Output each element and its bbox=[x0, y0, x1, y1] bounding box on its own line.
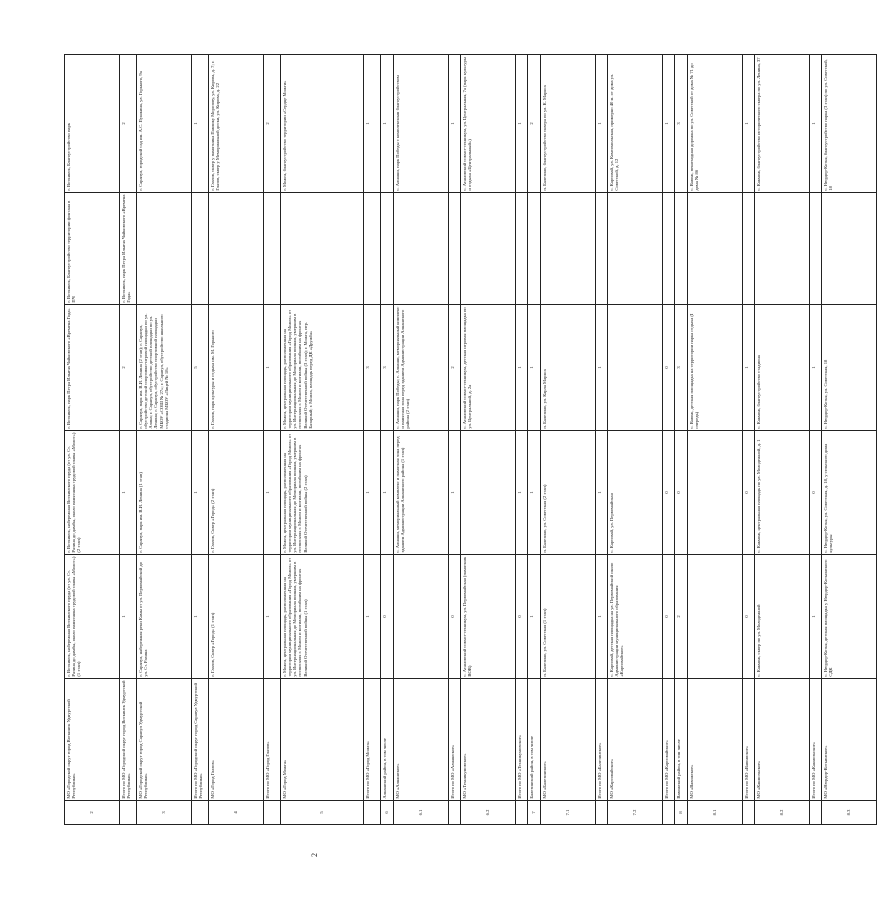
municipality-cell: Итого по МО «Карсовайское» bbox=[663, 679, 675, 801]
municipality-cell: Итого по МО «Городской округ город Сарапул Удмуртской Республики» bbox=[192, 679, 209, 801]
row-number-cell: 8.3 bbox=[822, 801, 877, 825]
row-number-cell: 6.1 bbox=[394, 801, 449, 825]
year-col-3-cell: с. Вавож, детская площадка на территории парка отдыха (I очередь) bbox=[688, 305, 743, 431]
year-col-4-cell bbox=[743, 193, 755, 305]
year-col-3-cell: г. Глазов, парк культуры и отдыха им. М. Горького bbox=[209, 305, 264, 431]
table-row bbox=[743, 55, 755, 825]
year-col-5-cell: 2 bbox=[120, 55, 137, 193]
year-col-1-cell bbox=[394, 555, 449, 679]
table-row bbox=[528, 55, 541, 825]
row-number-cell: 6.2 bbox=[461, 801, 516, 825]
year-col-2-cell: с. Нюрдор-Котья, ул. Советская, д. 18, у сельского дома культуры bbox=[822, 431, 877, 555]
year-col-1-cell: г. Воткинск, набережная Воткинского пруда (от ул. Ст. Разина до дамбы, около памятника трудовой славы «Молот») (1 этап) bbox=[65, 555, 120, 679]
row-number-cell: 8 bbox=[675, 801, 688, 825]
year-col-2-cell: 1 bbox=[120, 431, 137, 555]
year-col-1-cell: 1 bbox=[120, 555, 137, 679]
table-row bbox=[810, 55, 822, 825]
year-col-1-cell: 1 bbox=[596, 555, 608, 679]
year-col-1-cell: п. Балезино, ул. Советская (1 этап) bbox=[541, 555, 596, 679]
year-col-4-cell bbox=[192, 193, 209, 305]
row-number-cell bbox=[120, 801, 137, 825]
year-col-5-cell: с. Карсовай, ул. Комсомольская, примерно 40 м. от дома ул. Советской, д. 12 bbox=[608, 55, 663, 193]
municipality-cell: Итого по МО «Городской округ город Воткинск Удмуртской Республики» bbox=[120, 679, 137, 801]
year-col-3-cell: 1 bbox=[596, 305, 608, 431]
table-row bbox=[394, 55, 449, 825]
municipality-cell: МО «Балезинское» bbox=[541, 679, 596, 801]
year-col-2-cell: 1 bbox=[516, 431, 528, 555]
table-row bbox=[209, 55, 264, 825]
year-col-5-cell: 1 bbox=[743, 55, 755, 193]
year-col-1-cell: 0 bbox=[663, 555, 675, 679]
year-col-3-cell: п. Балезино, ул. Карла Маркса bbox=[541, 305, 596, 431]
year-col-3-cell: 5 bbox=[192, 305, 209, 431]
municipality-cell: МО «Городской округ город Сарапул Удмуртской Республики» bbox=[137, 679, 192, 801]
row-number-cell: 7.1 bbox=[541, 801, 596, 825]
year-col-4-cell bbox=[663, 193, 675, 305]
row-number-cell: 2 bbox=[65, 801, 120, 825]
year-col-4-cell bbox=[394, 193, 449, 305]
year-col-5-cell: п. Балезино, благоустройство сквера по ул. К. Маркса bbox=[541, 55, 596, 193]
year-col-3-cell: 2 bbox=[120, 305, 137, 431]
municipality-cell: МО «Какмозьское» bbox=[755, 679, 810, 801]
year-col-4-cell bbox=[281, 193, 364, 305]
year-col-4-cell bbox=[822, 193, 877, 305]
year-col-4-cell bbox=[596, 193, 608, 305]
row-number-cell bbox=[810, 801, 822, 825]
row-number-cell: 7.2 bbox=[608, 801, 663, 825]
year-col-1-cell: 1 bbox=[364, 555, 381, 679]
year-col-5-cell: с. Асановский совхоз-техникум, ул. Центральная, 7а (парк культуры и отдыха «Центральный») bbox=[461, 55, 516, 193]
year-col-3-cell: г. Можга, центральная площадь, расположенная на территории муниципального образования «Город Можга» от ул. Интернациональная до Мемориала воинам, умершим в госпиталях г. Можги и могилам, погибшим на фронтах Великой Отечественной войны (3 этап); г. Можга, пер. Базарный; г. Можга, площадь перед ДК «Дружба» bbox=[281, 305, 364, 431]
year-col-3-cell: с. Алнаши, парк Победы; с. Алнаши, мемориальный комплекс и памятная зона перед зданием Администрации Алнашского района (2 этап) bbox=[394, 305, 449, 431]
year-col-3-cell: г. Воткинск, парк Петра Ильича Чайковского «Времена Года» bbox=[65, 305, 120, 431]
municipality-cell: МО «Нюрдор-Котьинское» bbox=[822, 679, 877, 801]
year-col-1-cell: 0 bbox=[449, 555, 461, 679]
row-number-cell bbox=[516, 801, 528, 825]
table-row bbox=[381, 55, 394, 825]
year-col-5-cell: 1 bbox=[192, 55, 209, 193]
row-number-cell: 8.1 bbox=[688, 801, 743, 825]
year-col-2-cell bbox=[461, 431, 516, 555]
year-col-4-cell bbox=[209, 193, 264, 305]
year-col-5-cell: 2 bbox=[528, 55, 541, 193]
year-col-5-cell: г. Сарапул, городской сад им. А.С. Пушкина, ул. Горького, 9а bbox=[137, 55, 192, 193]
year-col-5-cell: 1 bbox=[596, 55, 608, 193]
year-col-4-cell bbox=[675, 193, 688, 305]
year-col-1-cell: 1 bbox=[192, 555, 209, 679]
row-number-cell: 6 bbox=[381, 801, 394, 825]
municipality-cell: Итого по МО «Техникумовское» bbox=[516, 679, 528, 801]
municipality-cell: МО «Карсовайское» bbox=[608, 679, 663, 801]
year-col-1-cell bbox=[688, 555, 743, 679]
year-col-2-cell: с. Карсовай, ул. Первомайская bbox=[608, 431, 663, 555]
municipality-cell: МО «Город Глазов» bbox=[209, 679, 264, 801]
year-col-5-cell: 1 bbox=[810, 55, 822, 193]
year-col-3-cell: 0 bbox=[663, 305, 675, 431]
year-col-3-cell: 3 bbox=[364, 305, 381, 431]
table-row bbox=[755, 55, 810, 825]
year-col-2-cell: 0 bbox=[743, 431, 755, 555]
table-row bbox=[449, 55, 461, 825]
year-col-2-cell: с. Алнаши, мемориальный комплекс и памятная зона перед зданием Администрации Алнашского района (1 этап) bbox=[394, 431, 449, 555]
year-col-5-cell: 3 bbox=[675, 55, 688, 193]
year-col-4-cell bbox=[755, 193, 810, 305]
municipality-cell: Итого по МО «Город Можга» bbox=[364, 679, 381, 801]
table-row bbox=[65, 55, 120, 825]
year-col-3-cell: 1 bbox=[810, 305, 822, 431]
year-col-4-cell bbox=[810, 193, 822, 305]
year-col-2-cell bbox=[688, 431, 743, 555]
row-number-cell: 4 bbox=[209, 801, 264, 825]
year-col-5-cell: г. Можга, благоустройство территории «Сердце Можги» bbox=[281, 55, 364, 193]
row-number-cell bbox=[449, 801, 461, 825]
year-col-3-cell bbox=[608, 305, 663, 431]
year-col-2-cell: 1 bbox=[381, 431, 394, 555]
year-col-5-cell: 1 bbox=[663, 55, 675, 193]
municipality-cell: МО «Город Можга» bbox=[281, 679, 364, 801]
row-number-cell: 3 bbox=[137, 801, 192, 825]
year-col-3-cell: г. Сарапул, парк им. В.И. Ленина (2 этап); г. Сарапул, обустройство детской спортивно-игровой площадки по ул. Азина; г. Сарапул, обустройство детской площадки по ул. Ленина; г. Сарапул, обустройство спортивной площадки МБОУ «СОШ № 27»; г. Сарапул, обустройство школьного стадиона МБОУ «Лицей № 18» bbox=[137, 305, 192, 431]
year-col-3-cell: с. Асановский совхоз-техникум, детская игровая площадка по ул. Центральной, д. 2а bbox=[461, 305, 516, 431]
year-col-1-cell: с. Какмож, сквер по ул. Молодежной bbox=[755, 555, 810, 679]
municipality-cell: МО «Алнашское» bbox=[394, 679, 449, 801]
year-col-2-cell: 1 bbox=[596, 431, 608, 555]
year-col-1-cell: 0 bbox=[381, 555, 394, 679]
municipality-cell: Итого по МО «Какмозьское» bbox=[810, 679, 822, 801]
row-number-cell bbox=[596, 801, 608, 825]
year-col-3-cell: с. Какмож, благоустройство стадиона bbox=[755, 305, 810, 431]
year-col-4-cell bbox=[264, 193, 281, 305]
table-row bbox=[675, 55, 688, 825]
year-col-5-cell: г. Глазов, сквер у памятника Павлику Морозову, ул. Кирова, д. 7; г. Глазов, сквер у Мемориальной доски, ул. Кирова, д. 22 bbox=[209, 55, 264, 193]
municipality-cell: Итого по МО «Алнашское» bbox=[449, 679, 461, 801]
year-col-4-cell bbox=[381, 193, 394, 305]
year-col-1-cell: с. Асановский совхоз-техникум, ул. Первомайская (памятник ВОВ) bbox=[461, 555, 516, 679]
year-col-2-cell: г. Можга, центральная площадь, расположенная на территории муниципального образования «Город Можга» от ул. Интернациональная до Мемориала воинам, умершим в госпиталях г. Можги и могилам, погибшим на фронтах Великой Отечественной войны (2 этап) bbox=[281, 431, 364, 555]
page-number: 2 bbox=[310, 853, 319, 857]
municipality-cell: Итого по МО «Балезинское» bbox=[596, 679, 608, 801]
year-col-2-cell: г. Глазов, Сквер «Город» (2 этап) bbox=[209, 431, 264, 555]
year-col-5-cell: 1 bbox=[364, 55, 381, 193]
row-number-cell bbox=[663, 801, 675, 825]
municipality-cell: Итого по МО «Город Глазов» bbox=[264, 679, 281, 801]
table-row bbox=[264, 55, 281, 825]
municipality-cell: МО «Вавожское» bbox=[688, 679, 743, 801]
table-row bbox=[137, 55, 192, 825]
year-col-2-cell: 1 bbox=[449, 431, 461, 555]
document-table-container bbox=[64, 55, 852, 825]
year-col-4-cell bbox=[541, 193, 596, 305]
year-col-1-cell: 1 bbox=[528, 555, 541, 679]
year-col-4-cell bbox=[461, 193, 516, 305]
year-col-2-cell: 0 bbox=[663, 431, 675, 555]
municipality-cell: МО «Техникумовское» bbox=[461, 679, 516, 801]
year-col-3-cell: 1 bbox=[264, 305, 281, 431]
row-number-cell bbox=[364, 801, 381, 825]
year-col-3-cell: 1 bbox=[743, 305, 755, 431]
year-col-3-cell: 3 bbox=[381, 305, 394, 431]
year-col-2-cell: 0 bbox=[810, 431, 822, 555]
table-row bbox=[364, 55, 381, 825]
table-row bbox=[516, 55, 528, 825]
year-col-2-cell: с. Какмож, центральная площадь по ул. Молодежной, д. 1 bbox=[755, 431, 810, 555]
year-col-5-cell: с. Алнаши, парк Победы с комплексным благоустройством bbox=[394, 55, 449, 193]
year-col-2-cell: г. Сарапул, парк им. В.И. Ленина (1 этап) bbox=[137, 431, 192, 555]
year-col-5-cell: с. Нюрдор-Котья, благоустройство парка (3 этап) по ул. Советской, 18 bbox=[822, 55, 877, 193]
year-col-4-cell bbox=[688, 193, 743, 305]
year-col-4-cell bbox=[137, 193, 192, 305]
table-row bbox=[192, 55, 209, 825]
municipality-cell: Вавожский район, в том числе bbox=[675, 679, 688, 801]
year-col-1-cell: 1 bbox=[264, 555, 281, 679]
table-body bbox=[65, 55, 877, 825]
year-col-1-cell: 2 bbox=[675, 555, 688, 679]
table-row bbox=[822, 55, 877, 825]
row-number-cell bbox=[192, 801, 209, 825]
year-col-5-cell: 1 bbox=[381, 55, 394, 193]
table-row bbox=[461, 55, 516, 825]
year-col-5-cell: 1 bbox=[449, 55, 461, 193]
year-col-1-cell: г. Сарапул, набережная реки Камы от ул. Первомайской до ул. Ст. Разина bbox=[137, 555, 192, 679]
row-number-cell: 5 bbox=[281, 801, 364, 825]
table-row bbox=[541, 55, 596, 825]
year-col-4-cell: г. Воткинск, Благоустройство территории фонтана в ПЧ bbox=[65, 193, 120, 305]
year-col-1-cell: 1 bbox=[810, 555, 822, 679]
year-col-2-cell: 1 bbox=[364, 431, 381, 555]
municipality-cell: Алнашский район, в том числе bbox=[381, 679, 394, 801]
year-col-4-cell bbox=[449, 193, 461, 305]
row-number-cell: 8.2 bbox=[755, 801, 810, 825]
year-col-2-cell: 0 bbox=[675, 431, 688, 555]
year-col-5-cell: 1 bbox=[516, 55, 528, 193]
year-col-2-cell: п. Балезино, ул. Советская (2 этап) bbox=[541, 431, 596, 555]
year-col-2-cell: 1 bbox=[528, 431, 541, 555]
year-col-4-cell bbox=[516, 193, 528, 305]
table-row bbox=[663, 55, 675, 825]
year-col-5-cell: с. Какмож, благоустройство исторического сквера по ул. Ленина, 37 bbox=[755, 55, 810, 193]
year-col-4-cell bbox=[364, 193, 381, 305]
row-number-cell bbox=[743, 801, 755, 825]
year-col-1-cell: с. Карсовай, детская площадка на ул. Первомайской около Администрации муниципального образования «Карсовайское» bbox=[608, 555, 663, 679]
row-number-cell bbox=[264, 801, 281, 825]
municipality-cell: МО «Городской округ город Воткинск Удмуртской Республики» bbox=[65, 679, 120, 801]
year-col-1-cell: 0 bbox=[516, 555, 528, 679]
year-col-3-cell: 1 bbox=[528, 305, 541, 431]
year-col-2-cell: г. Воткинск, набережная Воткинского пруда (от ул. Ст. Разина до дамбы, около памятника трудовой славы «Молот») (2 этап) bbox=[65, 431, 120, 555]
document-table bbox=[64, 54, 877, 825]
year-col-5-cell: г. Воткинск, Благоустройство парк bbox=[65, 55, 120, 193]
municipality-cell: Балезинский район, в том числе bbox=[528, 679, 541, 801]
year-col-3-cell: с. Нюрдор-Котья, ул. Советская, 18 bbox=[822, 305, 877, 431]
year-col-3-cell: 3 bbox=[675, 305, 688, 431]
year-col-5-cell: 2 bbox=[264, 55, 281, 193]
table-row bbox=[596, 55, 608, 825]
table-row bbox=[608, 55, 663, 825]
year-col-4-cell: г. Воткинск, парк Петра Ильича Чайковского «Времена Года» bbox=[120, 193, 137, 305]
table-row bbox=[281, 55, 364, 825]
year-col-1-cell: г. Можга, центральная площадь, расположенная на территории муниципального образования «Город Можга» от ул. Интернациональная до Мемориала воинам, умершим в госпиталях г. Можги и могилам, погибшим на фронтах Великой Отечественной войны (1 этап) bbox=[281, 555, 364, 679]
year-col-3-cell: 1 bbox=[516, 305, 528, 431]
year-col-2-cell: 1 bbox=[264, 431, 281, 555]
year-col-1-cell: с. Нюрдор-Котья, детская площадка у Нюрдор-Котьинского СДК bbox=[822, 555, 877, 679]
year-col-5-cell: с. Вавож, пешеходная дорожка по ул. Советской от дома № 71 до дома № 86 bbox=[688, 55, 743, 193]
municipality-cell: Итого по МО «Вавожское» bbox=[743, 679, 755, 801]
year-col-2-cell: 1 bbox=[192, 431, 209, 555]
year-col-1-cell: г. Глазов, Сквер «Город» (1 этап) bbox=[209, 555, 264, 679]
year-col-1-cell: 0 bbox=[743, 555, 755, 679]
year-col-3-cell: 2 bbox=[449, 305, 461, 431]
year-col-4-cell bbox=[608, 193, 663, 305]
row-number-cell: 7 bbox=[528, 801, 541, 825]
table-row bbox=[120, 55, 137, 825]
table-row bbox=[688, 55, 743, 825]
year-col-4-cell bbox=[528, 193, 541, 305]
